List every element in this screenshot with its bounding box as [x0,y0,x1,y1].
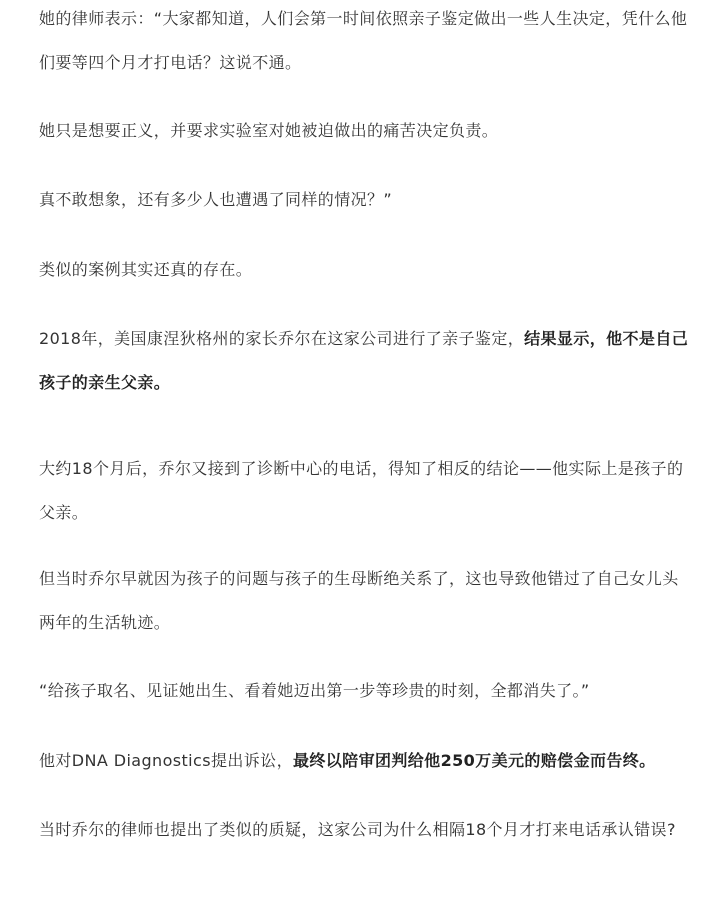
paragraph-text: 2018年，美国康涅狄格州的家长乔尔在这家公司进行了亲子鉴定， [39,329,525,348]
paragraph-text: 但当时乔尔早就因为孩子的问题与孩子的生母断绝关系了，这也导致他错过了自己女儿头两年的生活轨迹。 [39,569,679,632]
paragraph-text: 当时乔尔的律师也提出了类似的质疑，这家公司为什么相隔18个月才打来电话承认错误? [39,820,676,839]
paragraph-bold-text: 最终以陪审团判给他250万美元的赔偿金而告终。 [292,751,656,770]
paragraph-text: 类似的案例其实还真的存在。 [39,260,253,279]
paragraph-estranged [39,557,691,645]
paragraph-imagine [39,178,691,222]
paragraph-text: 她只是想要正义，并要求实验室对她被迫做出的痛苦决定负责。 [39,121,499,140]
paragraph-question [39,808,691,852]
paragraph-bold-text: 结果显示，他不是自己孩子的亲生父亲。 [39,329,689,392]
paragraph-text: 真不敢想象，还有多少人也遭遇了同样的情况？” [39,190,393,209]
paragraph-lawyer-statement [39,0,691,85]
paragraph-2018-case [39,317,691,405]
paragraph-lawsuit [39,739,691,783]
paragraph-text: 她的律师表示：“大家都知道，人们会第一时间依照亲子鉴定做出一些人生决定，凭什么他们要等四个月才打电话？这说不通。 [39,9,688,72]
paragraph-text: 大约18个月后，乔尔又接到了诊断中心的电话，得知了相反的结论——他实际上是孩子的父亲。 [39,459,684,522]
paragraph-similar-cases [39,248,691,292]
paragraph-text: 他对DNA Diagnostics提出诉讼， [39,751,293,770]
paragraph-justice [39,109,691,153]
paragraph-18-months-later [39,447,691,535]
paragraph-text: “给孩子取名、见证她出生、看着她迈出第一步等珍贵的时刻，全都消失了。” [39,681,590,700]
paragraph-quote-lost-moments [39,669,691,713]
